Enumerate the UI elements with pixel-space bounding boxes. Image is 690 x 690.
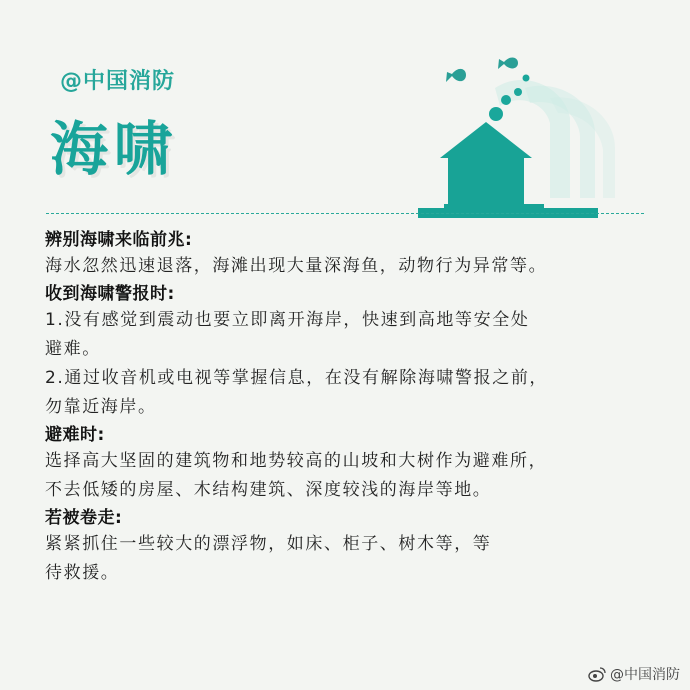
house-wave-fish-icon — [400, 48, 630, 218]
content — [45, 228, 675, 589]
section-evacuation — [45, 423, 675, 505]
watermark — [588, 664, 680, 684]
section-line: 2.通过收音机或电视等掌握信息，在没有解除海啸警报之前， — [45, 368, 549, 388]
section-swept-away — [45, 506, 675, 588]
section-line: 1.没有感觉到震动也要立即离开海岸，快速到高地等安全处 — [45, 310, 530, 330]
section-line: 选择高大坚固的建筑物和地势较高的山坡和大树作为避难所， — [45, 451, 548, 471]
section-heading: 收到海啸警报时: — [45, 284, 175, 304]
section-heading: 避难时: — [45, 425, 105, 445]
section-heading: 若被卷走: — [45, 508, 123, 528]
section-line: 勿靠近海岸。 — [45, 397, 157, 417]
section-line: 海水忽然迅速退落，海滩出现大量深海鱼，动物行为异常等。 — [45, 256, 548, 276]
section-heading: 辨别海啸来临前兆: — [45, 230, 193, 250]
page-title: 海啸 — [50, 115, 179, 183]
watermark-text: @中国消防 — [610, 667, 680, 683]
section-line: 不去低矮的房屋、木结构建筑、深度较浅的海岸等地。 — [45, 480, 492, 500]
section-line: 紧紧抓住一些较大的漂浮物，如床、柜子、树木等，等 — [45, 534, 492, 554]
section-precursor — [45, 228, 675, 281]
section-warning — [45, 282, 675, 422]
section-line: 待救援。 — [45, 563, 120, 583]
section-line: 避难。 — [45, 339, 101, 359]
brand-handle: @中国消防 — [60, 69, 176, 94]
weibo-icon — [588, 666, 606, 682]
dashed-divider — [46, 213, 644, 214]
